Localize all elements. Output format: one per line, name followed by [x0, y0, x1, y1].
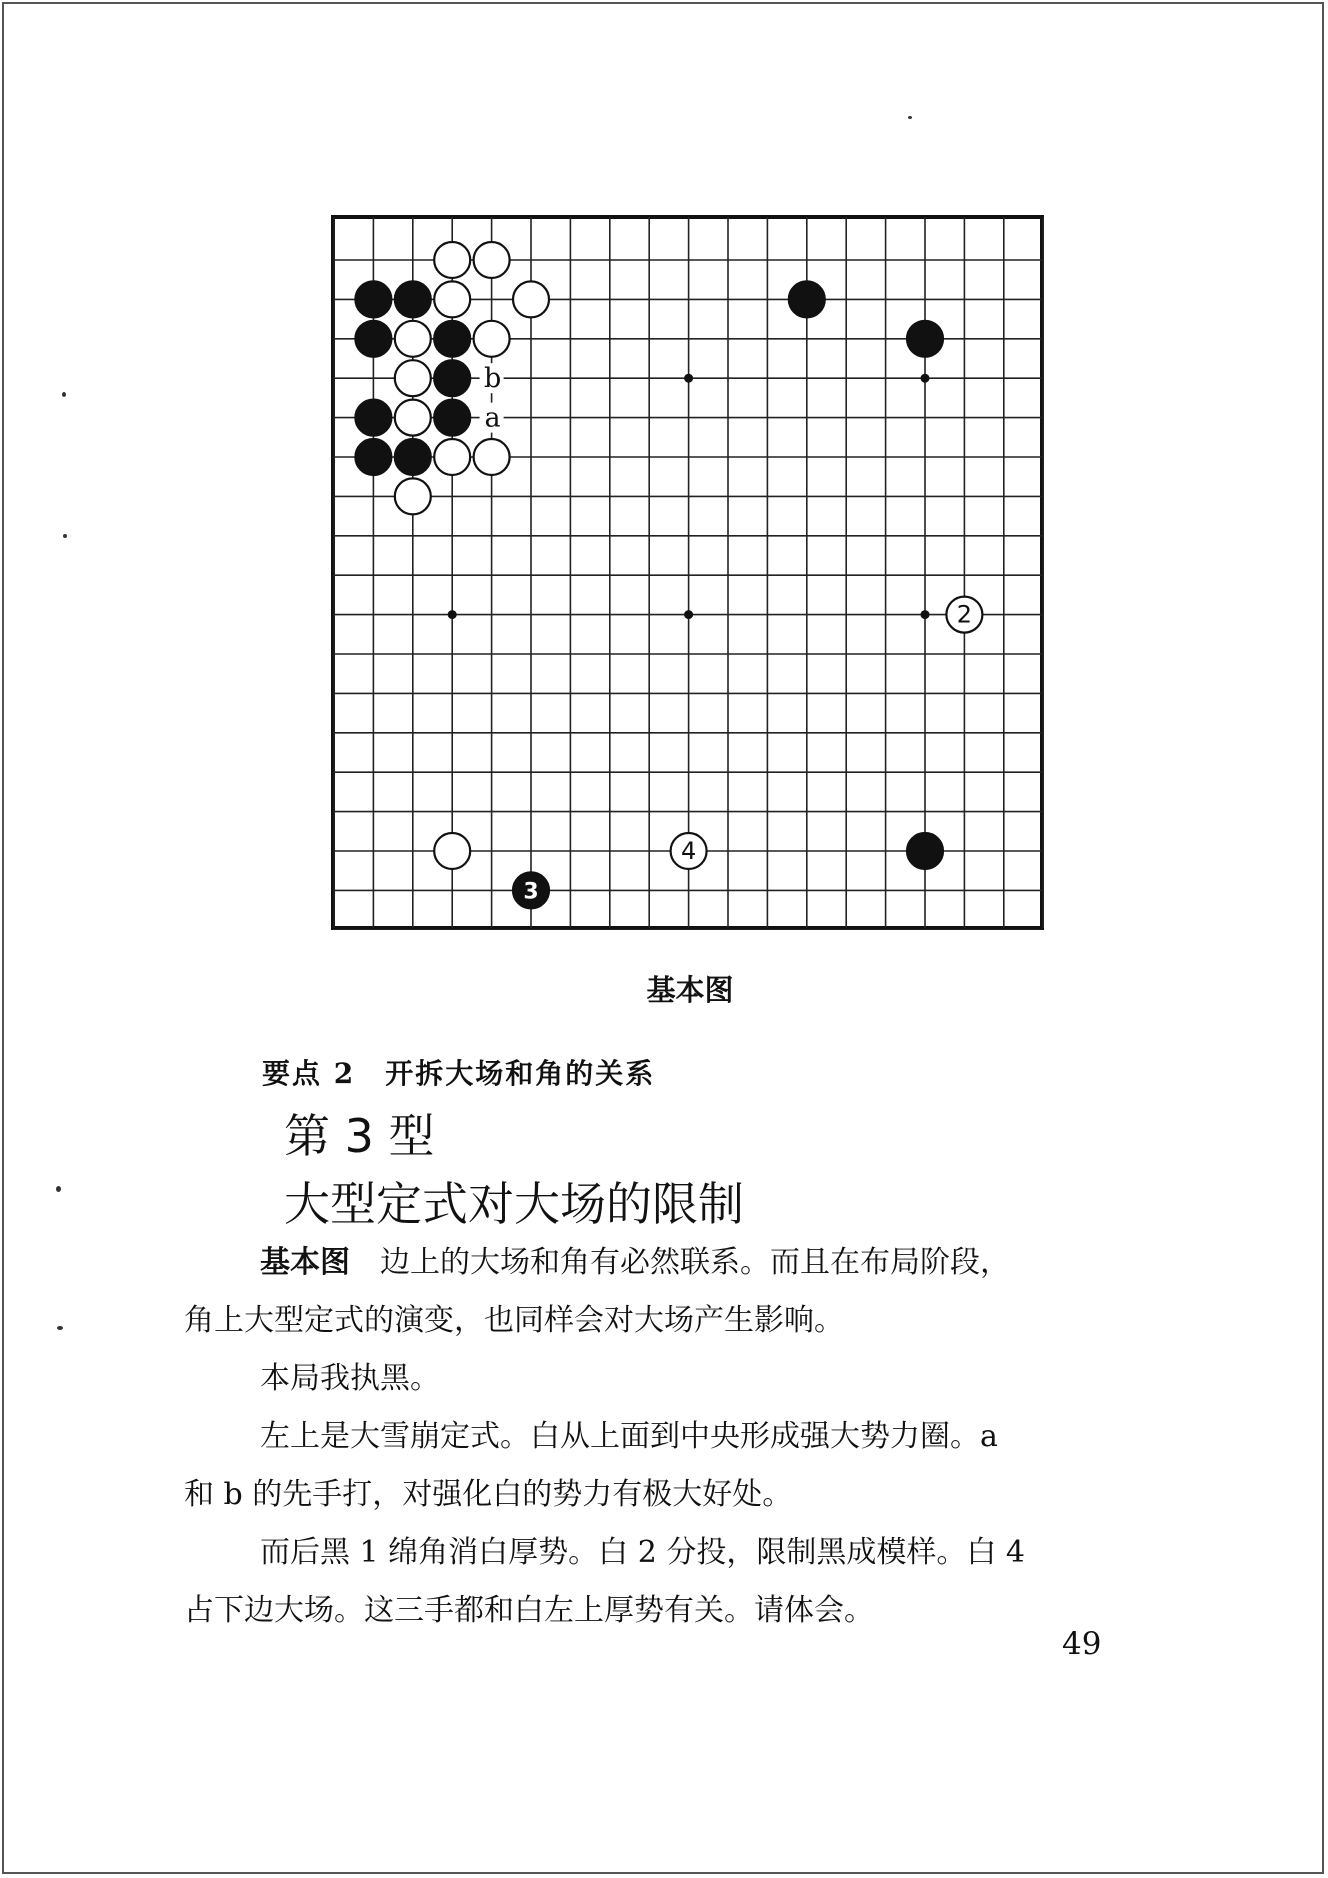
black-stone — [434, 360, 470, 396]
paragraph-3: 左上是大雪崩定式。白从上面到中央形成强大势力圈。a — [260, 1419, 998, 1454]
white-stone — [395, 400, 431, 436]
key-point-heading: 要点 2 开拆大场和角的关系 — [262, 1057, 656, 1090]
move-number-2: 2 — [956, 600, 973, 629]
body-text — [184, 1234, 1144, 1640]
white-stone — [474, 439, 510, 475]
move-number-4: 4 — [680, 837, 697, 865]
paragraph-4: 而后黑 1 绵角消白厚势。白 2 分投，限制黑成模样。白 4 — [260, 1535, 1025, 1570]
paragraph-lead: 基本图 — [260, 1245, 350, 1280]
scan-speck — [908, 116, 912, 119]
white-stone — [395, 360, 431, 396]
scan-speck — [57, 1326, 63, 1330]
point-marker-b: b — [483, 363, 502, 395]
black-stone — [434, 400, 470, 436]
paragraph-4-cont: 占下边大场。这三手都和白左上厚势有关。请体会。 — [184, 1593, 874, 1628]
paragraph-1 — [184, 1234, 1144, 1292]
black-stone — [355, 400, 391, 436]
star-point — [684, 374, 693, 383]
white-stone — [434, 833, 470, 869]
white-stone — [395, 478, 431, 514]
white-stone — [434, 281, 470, 317]
white-stone — [474, 242, 510, 278]
move-number-3: 3 — [523, 879, 539, 905]
black-stone — [355, 321, 391, 357]
black-stone — [789, 281, 825, 317]
white-stone — [434, 242, 470, 278]
scan-speck — [56, 1186, 61, 1192]
white-stone — [513, 281, 549, 317]
page-number: 49 — [1062, 1626, 1102, 1662]
point-marker-a: a — [484, 402, 501, 434]
paragraph-1-cont: 角上大型定式的演变，也同样会对大场产生影响。 — [184, 1303, 844, 1338]
black-stone — [395, 281, 431, 317]
white-stone — [434, 439, 470, 475]
paragraph-2: 本局我执黑。 — [260, 1361, 440, 1396]
star-point — [684, 610, 693, 619]
paragraph-3-cont: 和 b 的先手打，对强化白的势力有极大好处。 — [184, 1477, 793, 1512]
star-point — [921, 610, 930, 619]
paragraph-line: 边上的大场和角有必然联系。而且在布局阶段， — [350, 1245, 1010, 1280]
black-stone — [907, 833, 943, 869]
chapter-heading: 第 3 型 — [284, 1109, 435, 1163]
go-board-diagram — [330, 210, 1048, 930]
black-stone — [395, 439, 431, 475]
scan-speck — [62, 392, 66, 397]
star-point — [448, 610, 457, 619]
section-title: 大型定式对大场的限制 — [284, 1177, 744, 1231]
black-stone — [434, 321, 470, 357]
star-point — [921, 374, 930, 383]
white-stone — [474, 321, 510, 357]
black-stone — [355, 439, 391, 475]
black-stone — [355, 281, 391, 317]
scan-speck — [63, 534, 67, 538]
black-stone — [907, 321, 943, 357]
diagram-caption: 基本图 — [646, 973, 734, 1007]
white-stone — [395, 321, 431, 357]
